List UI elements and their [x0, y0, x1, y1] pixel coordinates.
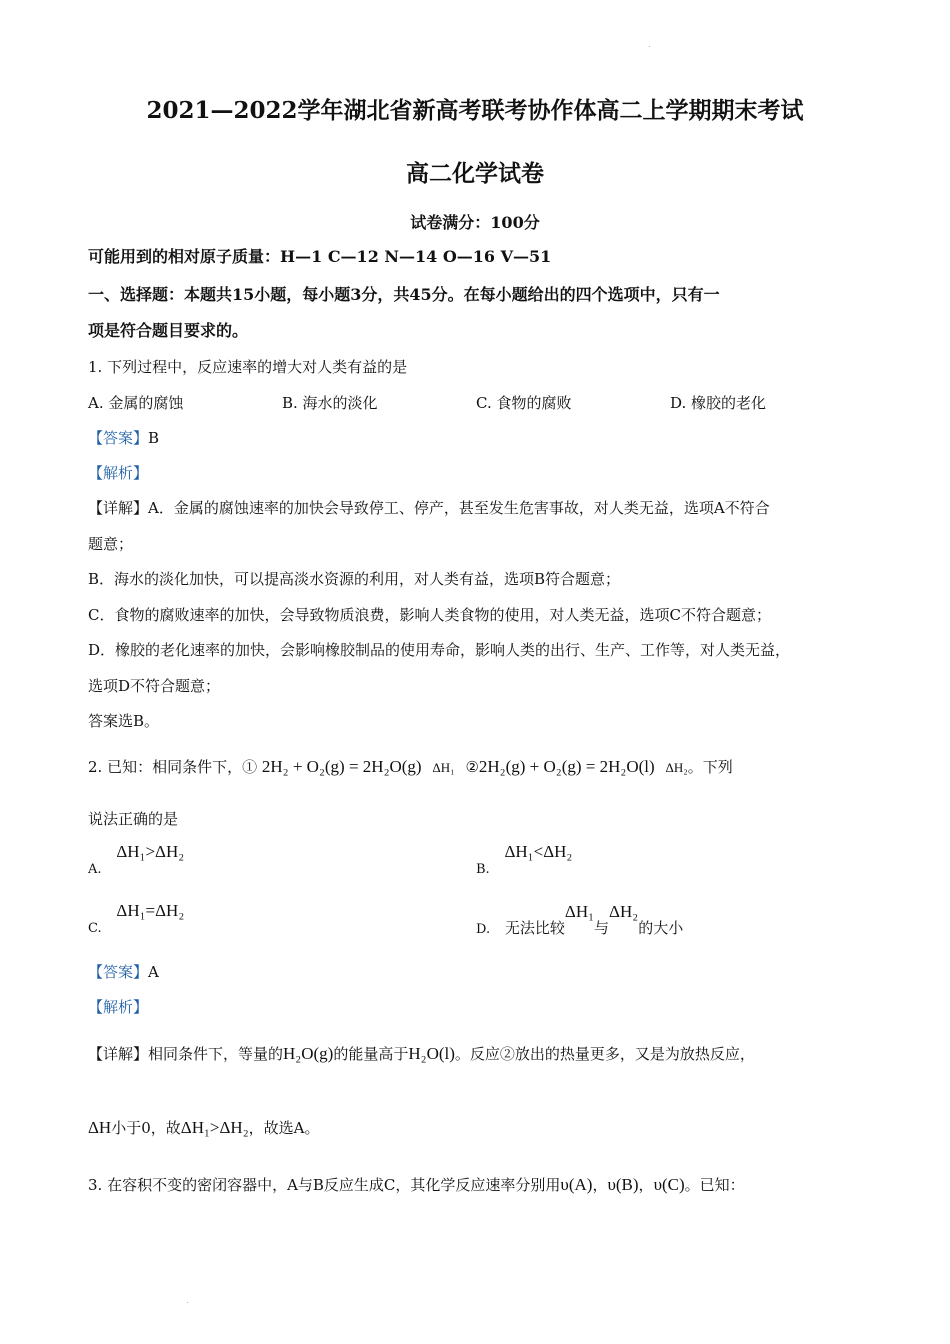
- delta-h2: ΔH₂: [609, 902, 639, 921]
- detail-text: A．金属的腐蚀速率的加快会导致停工、停产，甚至发生危害事故，对人类无益，选项A不符合: [148, 499, 770, 517]
- full-score: 试卷满分：100分: [410, 213, 540, 232]
- delta-h2: ΔH₂: [665, 760, 688, 775]
- option-text: ΔH₁<ΔH₂: [504, 842, 573, 861]
- equation-2: 2H₂(g) + O₂(g) = 2H₂O(l): [478, 757, 655, 776]
- separator: ，: [592, 1176, 608, 1194]
- rate-b: υ(B): [607, 1175, 639, 1194]
- q1-conclusion: 答案选B。: [88, 712, 160, 730]
- answer-value: A: [148, 963, 159, 981]
- option-text: ΔH₁=ΔH₂: [116, 901, 185, 920]
- answer-tag: 【答案】: [88, 963, 149, 981]
- q2-stem-line1: [88, 752, 733, 783]
- q1-detail-c: C．食物的腐败速率的加快，会导致物质浪费，影响人类食物的使用，对人类无益，选项C不符合题意；: [88, 606, 771, 624]
- q1-option-a: A. 金属的腐蚀: [88, 394, 184, 412]
- delta-h-compare: ΔH₁>ΔH₂: [180, 1118, 249, 1137]
- page-title: 2021—2022学年湖北省新高考联考协作体高二上学期期末考试: [146, 97, 804, 124]
- page-subtitle: 高二化学试卷: [406, 160, 544, 187]
- option-label: C.: [88, 921, 102, 936]
- q2-stem-end: 。下列: [687, 758, 733, 776]
- detail-text: 的能量高于: [333, 1045, 409, 1063]
- q2-answer: [88, 961, 159, 983]
- q2-detail-line1: [88, 1040, 755, 1068]
- q1-analysis-tag: 【解析】: [88, 464, 149, 482]
- q2-option-d: [476, 901, 684, 937]
- detail-text: 。反应②放出的热量更多，又是为放热反应，: [454, 1045, 755, 1063]
- h2o-gas: H₂O(g): [283, 1044, 334, 1063]
- q2-stem-start: 2. 已知：相同条件下，: [88, 758, 243, 776]
- option-text: ΔH₁>ΔH₂: [116, 842, 185, 861]
- circle-2: ②: [465, 758, 479, 776]
- q1-detail-a-line2: 题意；: [88, 535, 134, 553]
- q2-stem-line2: 说法正确的是: [88, 810, 179, 828]
- circle-1: ①: [242, 758, 258, 776]
- detail-text: 小于0，故: [111, 1119, 181, 1137]
- q3-stem-text: 3. 在容积不变的密闭容器中，A与B反应生成C，其化学反应速率分别用: [88, 1176, 561, 1194]
- detail-tag: 【详解】: [88, 1045, 149, 1063]
- delta-h1: ΔH₁: [564, 902, 595, 921]
- separator: ，: [638, 1176, 654, 1194]
- q1-answer: [88, 427, 159, 449]
- detail-tag: 【详解】: [88, 499, 149, 517]
- option-label: D.: [476, 922, 491, 937]
- q2-detail-line2: [88, 1114, 319, 1142]
- rate-c: υ(C): [653, 1175, 685, 1194]
- q1-option-d: D. 橡胶的老化: [670, 394, 767, 412]
- delta-h: ΔH: [88, 1118, 112, 1137]
- q1-option-b: B. 海水的淡化: [282, 394, 378, 412]
- decor-dot: .: [648, 40, 651, 49]
- q3-stem: [88, 1170, 745, 1200]
- equation-1: 2H₂ + O₂(g) = 2H₂O(g): [261, 757, 422, 776]
- q1-detail-b: B．海水的淡化加快，可以提高淡水资源的利用，对人类有益，选项B符合题意；: [88, 570, 621, 588]
- section-heading-line1: 一、选择题：本题共15小题，每小题3分，共45分。在每小题给出的四个选项中，只有一: [88, 285, 720, 304]
- q3-stem-end: 。已知：: [684, 1176, 745, 1194]
- section-heading-line2: 项是符合题目要求的。: [88, 321, 249, 340]
- answer-value: B: [148, 429, 160, 447]
- h2o-liquid: H₂O(l): [408, 1044, 455, 1063]
- option-text-pre: 无法比较: [504, 919, 565, 937]
- option-text-mid: 与: [594, 919, 610, 937]
- q1-detail-d-line2: 选项D不符合题意；: [88, 677, 221, 695]
- detail-text: ，故选A。: [248, 1119, 320, 1137]
- q2-option-c: [88, 901, 185, 936]
- decor-dot: .: [186, 1296, 189, 1305]
- q1-stem: 1. 下列过程中，反应速率的增大对人类有益的是: [88, 358, 408, 376]
- answer-tag: 【答案】: [88, 429, 149, 447]
- detail-text: 相同条件下，等量的: [148, 1045, 284, 1063]
- q1-detail-d-line1: D．橡胶的老化速率的加快，会影响橡胶制品的使用寿命，影响人类的出行、生产、工作等，对人类无益，: [88, 641, 791, 659]
- atomic-mass-line: 可能用到的相对原子质量：H—1 C—12 N—14 O—16 V—51: [88, 247, 552, 266]
- option-text-post: 的大小: [638, 919, 684, 937]
- q2-option-a: [88, 842, 185, 877]
- q1-detail-a-line1: [88, 497, 770, 519]
- q2-option-b: [476, 842, 573, 877]
- q1-option-c: C. 食物的腐败: [476, 394, 572, 412]
- delta-h1: ΔH₁: [432, 760, 455, 775]
- q2-analysis-tag: 【解析】: [88, 998, 149, 1016]
- option-label: B.: [476, 862, 490, 877]
- rate-a: υ(A): [560, 1175, 593, 1194]
- option-label: A.: [88, 862, 102, 877]
